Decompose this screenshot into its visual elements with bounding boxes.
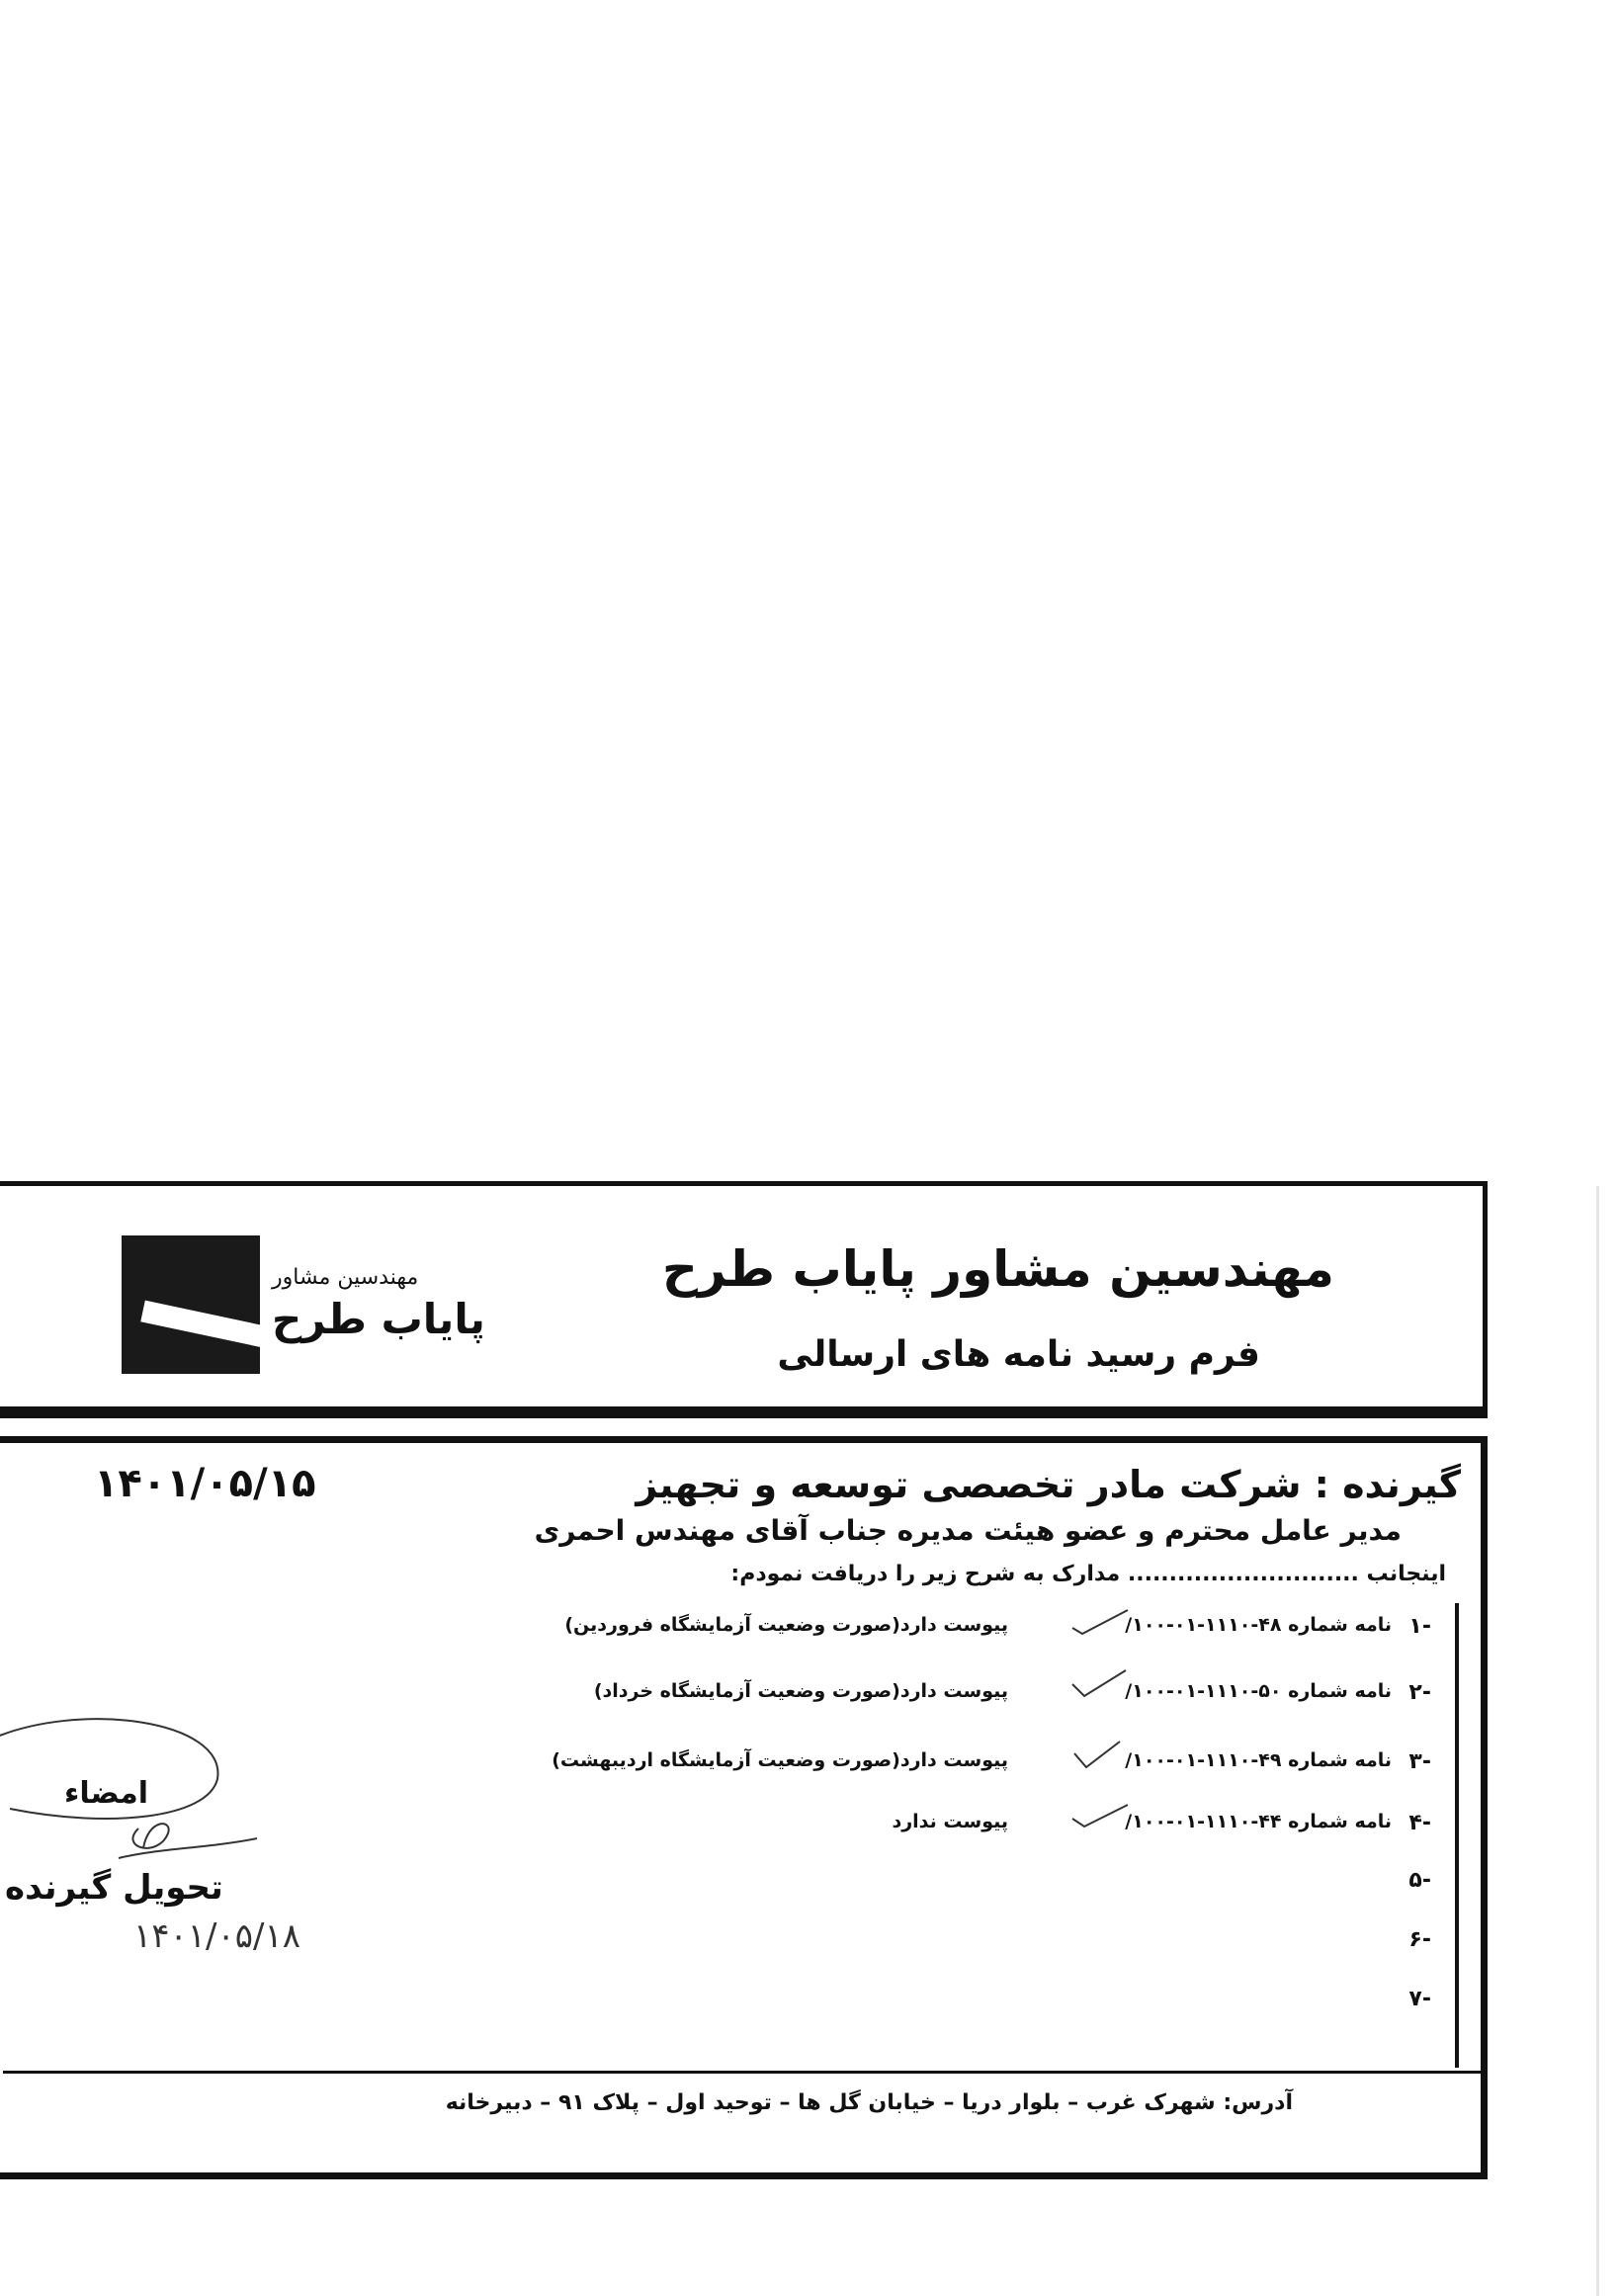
letter-number: نامه شماره ۵۰-۱۱۱۰-۰۱-۱۰۰/ [1125, 1680, 1392, 1702]
attachment-note: پیوست دارد(صورت وضعیت آزمایشگاه خرداد) [593, 1680, 1008, 1702]
letter-number: نامه شماره ۴۹-۱۱۱۰-۰۱-۱۰۰/ [1125, 1749, 1392, 1771]
checkmark-icon [1070, 1606, 1130, 1636]
company-logo [122, 1235, 260, 1374]
attachment-note: پیوست دارد(صورت وضعیت آزمایشگاه اردیبهشت) [552, 1749, 1008, 1771]
body-box [0, 1436, 1488, 2179]
company-title: مهندسین مشاور پایاب طرح [661, 1240, 1334, 1298]
recipient-line: گیرنده : شرکت مادر تخصصی توسعه و تجهیز [636, 1463, 1461, 1506]
logo-subtitle: مهندسین مشاور [272, 1265, 419, 1290]
received-statement: اینجانب ............................ مدارک به شرح زیر را دریافت نمودم: [730, 1562, 1446, 1586]
handwritten-signature [0, 1710, 301, 1977]
header-box [0, 1181, 1488, 1418]
item-number: -۳ [1408, 1749, 1431, 1774]
item-number: -۲ [1408, 1680, 1431, 1705]
form-title: فرم رسید نامه های ارسالی [777, 1334, 1260, 1375]
item-number: -۷ [1408, 1987, 1431, 2011]
receipt-form [0, 1181, 1497, 2179]
logo-stripe-icon [140, 1301, 281, 1351]
checkmark-icon [1070, 1799, 1130, 1828]
form-date: ۱۴۰۱/۰۵/۱۵ [94, 1461, 316, 1506]
signature-label: امضاء [64, 1776, 149, 1811]
attachment-note: پیوست دارد(صورت وضعیت آزمایشگاه فروردین) [564, 1614, 1008, 1636]
letter-number: نامه شماره ۴۸-۱۱۱۰-۰۱-۱۰۰/ [1125, 1614, 1392, 1636]
logo-name: پایاب طرح [272, 1295, 485, 1343]
inner-rule [1455, 1603, 1459, 2068]
checkmark-icon [1070, 1740, 1130, 1769]
recipient-title: مدیر عامل محترم و عضو هیئت مدیره جناب آقای مهندس احمری [534, 1514, 1402, 1547]
item-number: -۱ [1408, 1614, 1431, 1639]
attachment-note: پیوست ندارد [892, 1811, 1008, 1832]
item-number: -۵ [1408, 1868, 1431, 1893]
address-divider [3, 2071, 1481, 2074]
letter-number: نامه شماره ۴۴-۱۱۱۰-۰۱-۱۰۰/ [1125, 1811, 1392, 1832]
scan-edge [1596, 1186, 1599, 2296]
item-number: -۶ [1408, 1927, 1431, 1952]
item-number: -۴ [1408, 1811, 1431, 1835]
address-line: آدرس: شهرک غرب – بلوار دریا – خیابان گل ها – توحید اول – پلاک ۹۱ – دبیرخانه [445, 2090, 1293, 2115]
deliver-label: تحویل گیرنده [5, 1868, 223, 1908]
checkmark-icon [1070, 1668, 1130, 1698]
handwritten-date: ۱۴۰۱/۰۵/۱۸ [133, 1916, 301, 1956]
